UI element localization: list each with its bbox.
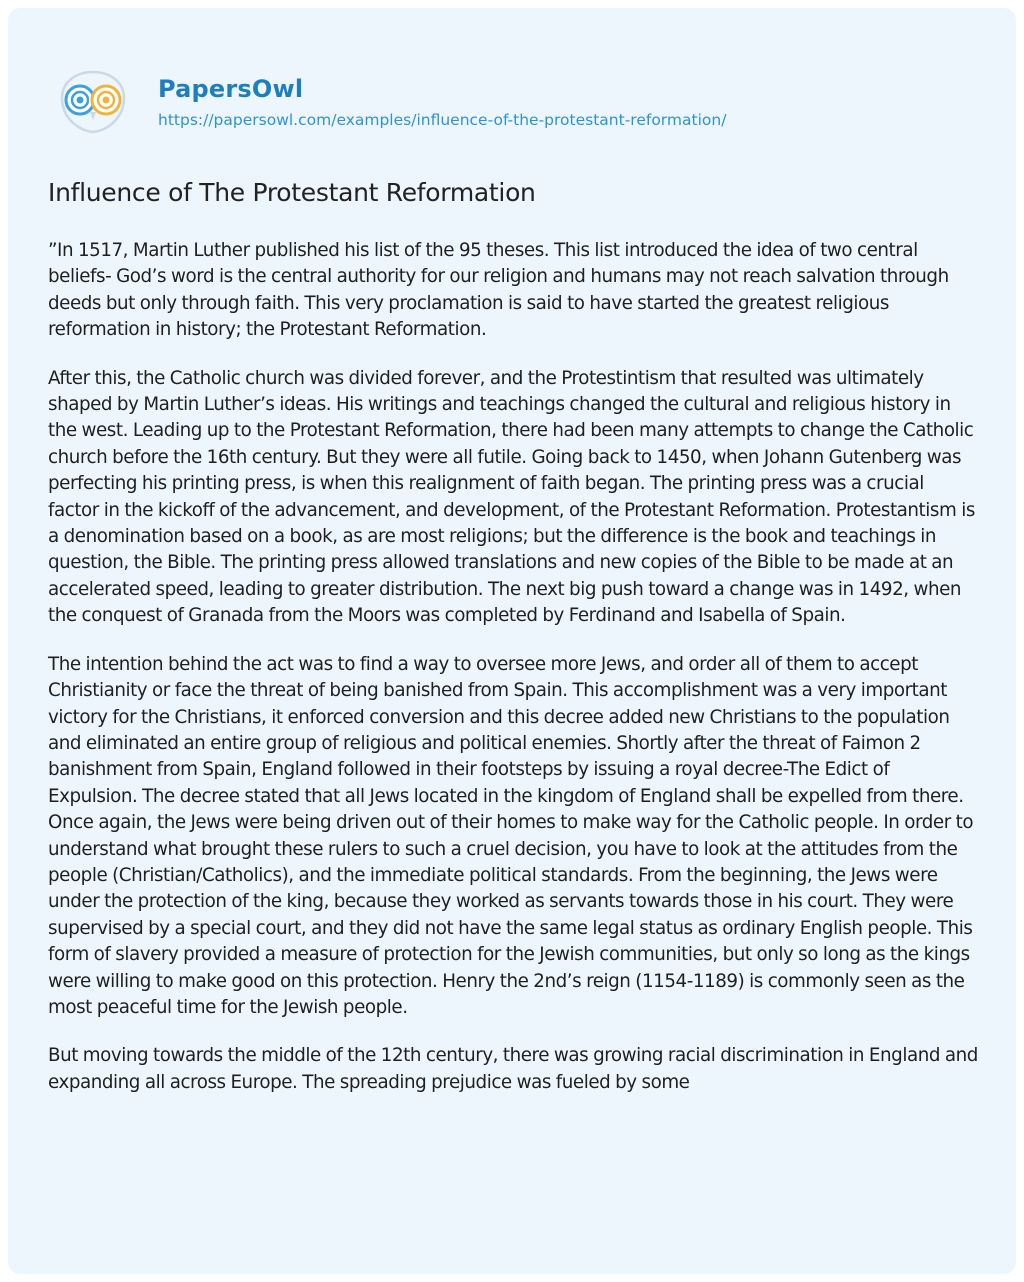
article-paragraph-1: ”In 1517, Martin Luther published his list of the 95 theses. This list introduced the idea of two central beliefs- God’s word is the central authority for our religion and humans may not reach salvation through deeds but only through faith. This very proclamation is said to have started the greatest religious reformation in history; the Protestant Reformation. <box>48 240 949 341</box>
owl-logo-icon[interactable] <box>54 68 132 136</box>
article-paragraph-3: The intention behind the act was to find a way to oversee more Jews, and order all of them to accept Christianity or face the threat of being banished from Spain. This accomplishment was a very important victory for the Christians, it enforced conversion and this decree added new Christians to the population and eliminated an entire group of religious and political enemies. Shortly after the threat of Faimon 2 banishment from Spain, England followed in their footsteps by issuing a royal decree-The Edict of Expulsion. The decree stated that all Jews located in the kingdom of England shall be expelled from there. Once again, the Jews were being driven out of their homes to make way for the Catholic people. In order to understand what brought these rulers to such a cruel decision, you have to look at the attitudes from the people (Christian/Catholics), and the immediate political standards. From the beginning, the Jews were under the protection of the king, because they worked as servants towards those in his court. They were supervised by a special court, and they did not have the same legal status as ordinary English people. This form of slavery provided a measure of protection for the Jewish communities, but only so long as the kings were willing to make good on this protection. Henry the 2nd’s reign (1154-1189) is commonly seen as the most peaceful time for the Jewish people. <box>48 653 974 1018</box>
site-header <box>54 68 726 136</box>
source-url-link[interactable]: https://papersowl.com/examples/influence-of-the-protestant-reformation/ <box>158 111 727 129</box>
brand-block <box>158 75 726 129</box>
brand-name[interactable]: PapersOwl <box>158 75 304 103</box>
article-paragraph-2: After this, the Catholic church was divided forever, and the Protestintism that resulted was ultimately shaped by Martin Luther’s ideas. His writings and teachings changed the cultural and religious history in the west. Leading up to the Protestant Reformation, there had been many attempts to change the Catholic church before the 16th century. But they were all futile. Going back to 1450, when Johann Gutenberg was perfecting his printing press, is when this realignment of faith began. The printing press was a crucial factor in the kickoff of the advancement, and development, of the Protestant Reformation. Protestantism is a denomination based on a book, as are most religions; but the difference is the book and teachings in question, the Bible. The printing press allowed translations and new copies of the Bible to be made at an accelerated speed, leading to greater distribution. The next big push toward a change was in 1492, when the conquest of Granada from the Moors was completed by Ferdinand and Isabella of Spain. <box>48 367 975 627</box>
article-body <box>48 238 978 1118</box>
article-title: Influence of The Protestant Reformation <box>48 178 536 207</box>
page-card <box>8 8 1016 1274</box>
article-paragraph-4: But moving towards the middle of the 12th century, there was growing racial discrimination in England and expanding all across Europe. The spreading prejudice was fueled by some <box>48 1045 978 1093</box>
